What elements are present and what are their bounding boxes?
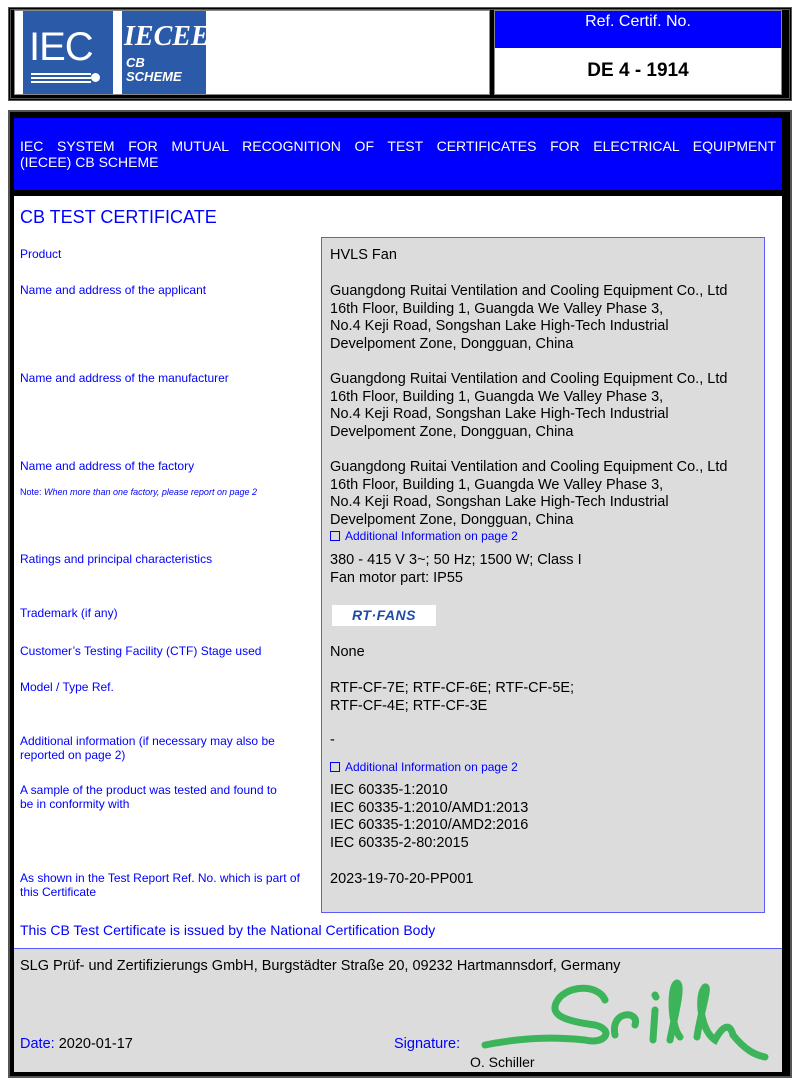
ratings-value: 380 - 415 V 3~; 50 Hz; 1500 W; Class I Fan motor part: IP55 [330, 552, 582, 586]
manufacturer-value: Guangdong Ruitai Ventilation and Cooling Equipment Co., Ltd 16th Floor, Building 1, Guangda We Valley Phase 3, No.4 Keji Road, Songshan Lake High-Tech Industrial Develpoment Zone, Dongguan, China [330, 371, 728, 440]
applicant-label: Name and address of the applicant [20, 283, 207, 297]
checkbox-label: Additional Information on page 2 [345, 529, 518, 543]
standards-label: A sample of the product was tested and found to be in conformity with [20, 783, 277, 811]
ctf-value: None [330, 644, 365, 660]
ref-certificate-box [494, 10, 782, 95]
factory-additional-info-checkbox[interactable] [330, 529, 518, 543]
ref-label: Ref. Certif. No. [495, 11, 781, 48]
iecee-cb-logo [122, 11, 210, 94]
issued-by-text: This CB Test Certificate is issued by the National Certification Body [20, 922, 436, 938]
model-value: RTF-CF-7E; RTF-CF-6E; RTF-CF-5E; RTF-CF-4E; RTF-CF-3E [330, 680, 575, 714]
date-value: 2020-01-17 [58, 1036, 133, 1052]
iec-logo-text: IEC [29, 25, 93, 69]
scheme-logo-text: SCHEME [126, 69, 182, 84]
iec-logo [23, 11, 113, 94]
logo-area [14, 10, 490, 95]
note-text: When more than one factory, please report on page 2 [44, 487, 257, 497]
report-label: As shown in the Test Report Ref. No. which is part of this Certificate [20, 871, 300, 899]
cb-logo-text: CB [126, 55, 145, 70]
signature-label: Signature: [394, 1036, 461, 1052]
manufacturer-label: Name and address of the manufacturer [20, 371, 229, 385]
checkbox-icon [330, 531, 340, 541]
trademark-logo-text: RT·FANS [352, 607, 416, 623]
handwritten-signature [465, 975, 775, 1065]
product-label: Product [20, 247, 62, 261]
factory-note [20, 485, 257, 499]
trademark-logo [332, 605, 436, 626]
additional-info-checkbox[interactable] [330, 760, 518, 774]
product-value: HVLS Fan [330, 247, 397, 263]
standards-value: IEC 60335-1:2010 IEC 60335-1:2010/AMD1:2013 IEC 60335-1:2010/AMD2:2016 IEC 60335-2-80:2015 [330, 782, 529, 851]
certificate-title: CB TEST CERTIFICATE [20, 207, 217, 227]
date-field [20, 1036, 133, 1052]
report-value: 2023-19-70-20-PP001 [330, 871, 474, 887]
model-label: Model / Type Ref. [20, 680, 114, 694]
banner-line-2: (IECEE) CB SCHEME [20, 154, 159, 170]
note-prefix: Note: [20, 487, 45, 497]
signatory-name: O. Schiller [470, 1054, 535, 1070]
checkbox-label: Additional Information on page 2 [345, 760, 518, 774]
additional-label: Additional information (if necessary may also be reported on page 2) [20, 734, 275, 762]
banner-line-1: IEC SYSTEM FOR MUTUAL RECOGNITION OF TEST CERTIFICATES FOR ELECTRICAL EQUIPMENT [20, 138, 776, 154]
factory-label: Name and address of the factory [20, 459, 195, 473]
applicant-value: Guangdong Ruitai Ventilation and Cooling Equipment Co., Ltd 16th Floor, Building 1, Guangda We Valley Phase 3, No.4 Keji Road, Songshan Lake High-Tech Industrial Develpoment Zone, Dongguan, China [330, 283, 728, 352]
ncb-address: SLG Prüf- und Zertifizierungs GmbH, Burgstädter Straße 20, 09232 Hartmannsdorf, Germany [20, 958, 621, 974]
ratings-label: Ratings and principal characteristics [20, 552, 213, 566]
checkbox-icon [330, 762, 340, 772]
ctf-label: Customer’s Testing Facility (CTF) Stage used [20, 644, 262, 658]
trademark-label: Trademark (if any) [20, 606, 118, 620]
additional-value: - [330, 732, 335, 748]
date-label: Date: [20, 1036, 55, 1052]
scheme-banner [14, 118, 782, 190]
factory-value: Guangdong Ruitai Ventilation and Cooling Equipment Co., Ltd 16th Floor, Building 1, Guangda We Valley Phase 3, No.4 Keji Road, Songshan Lake High-Tech Industrial Develpoment Zone, Dongguan, China [330, 459, 728, 528]
iecee-logo-text: IECEE [124, 21, 210, 52]
ref-number: DE 4 - 1914 [587, 60, 689, 81]
